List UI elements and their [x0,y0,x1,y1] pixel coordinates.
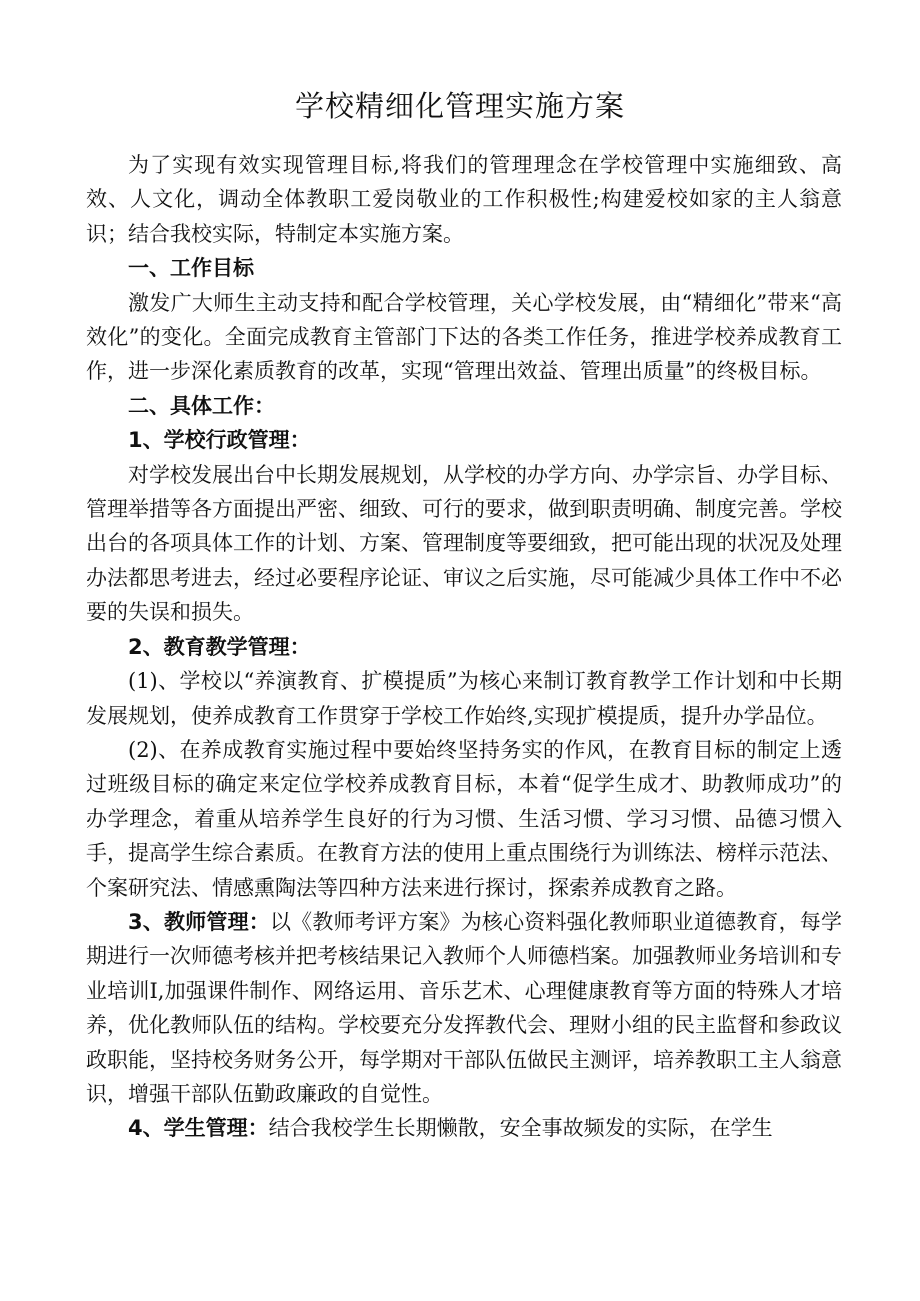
section-1-heading: 一、工作目标 [128,256,254,281]
item-4-paragraph [86,1111,842,1145]
intro-paragraph: 为了实现有效实现管理目标,将我们的管理理念在学校管理中实施细致、高效、人文化，调动全体教职工爱岗敬业的工作积极性;构建爱校如家的主人翁意识；结合我校实际，特制定本实施方案。 [86,153,842,246]
item-2-subpoint-2: (2)、在养成教育实施过程中要始终坚持务实的作风，在教育目标的制定上透过班级目标的确定来定位学校养成教育目标，本着“促学生成才、助教师成功”的办学理念，着重从培养学生良好的行为习惯、生活习惯、学习习惯、品德习惯入手，提高学生综合素质。在教育方法的使用上重点围绕行为训练法、榜样示范法、个案研究法、情感熏陶法等四种方法来进行探讨，探索养成教育之路。 [86,737,842,900]
item-3-paragraph [86,905,842,1111]
item-4-text: 结合我校学生长期懒散，安全事故频发的实际，在学生 [268,1116,773,1141]
item-3-text: 以《教师考评方案》为核心资料强化教师职业道德教育，每学期进行一次师德考核并把考核结果记入教师个人师德档案。加强教师业务培训和专业培训I,加强课件制作、网络运用、音乐艺术、心理健康教育等方面的特殊人才培养，优化教师队伍的结构。学校要充分发挥教代会、理财小组的民主监督和参政议政职能，坚持校务财务公开，每学期对干部队伍做民主测评，培养教职工主人翁意识，增强干部队伍勤政廉政的自觉性。 [86,909,842,1106]
section-1-paragraph: 激发广大师生主动支持和配合学校管理，关心学校发展，由“精细化”带来“高效化”的变化。全面完成教育主管部门下达的各类工作任务，推进学校养成教育工作，进一步深化素质教育的改革，实现“管理出效益、管理出质量”的终极目标。 [86,290,842,384]
section-2-heading: 二、具体工作： [128,393,275,418]
item-4-heading: 4、学生管理： [128,1116,269,1141]
item-1-heading: 1、学校行政管理： [128,428,311,453]
item-3-heading: 3、教师管理： [128,909,270,934]
item-2-subpoint-1: (1)、学校以“养演教育、扩模提质”为核心来制订教育教学工作计划和中长期发展规划，使养成教育工作贯穿于学校工作始终,实现扩模提质，提升办学品位。 [86,669,842,728]
document-title: 学校精细化管理实施方案 [294,89,625,123]
document-body [86,148,842,1146]
item-1-paragraph: 对学校发展出台中长期发展规划，从学校的办学方向、办学宗旨、办学目标、管理举措等各方面提出严密、细致、可行的要求，做到职责明确、制度完善。学校出台的各项具体工作的计划、方案、管理制度等要细致，把可能出现的状况及处理办法都思考进去，经过必要程序论证、审议之后实施，尽可能减少具体工作中不必要的失误和损失。 [86,462,842,625]
item-2-heading: 2、教育教学管理： [128,634,311,659]
